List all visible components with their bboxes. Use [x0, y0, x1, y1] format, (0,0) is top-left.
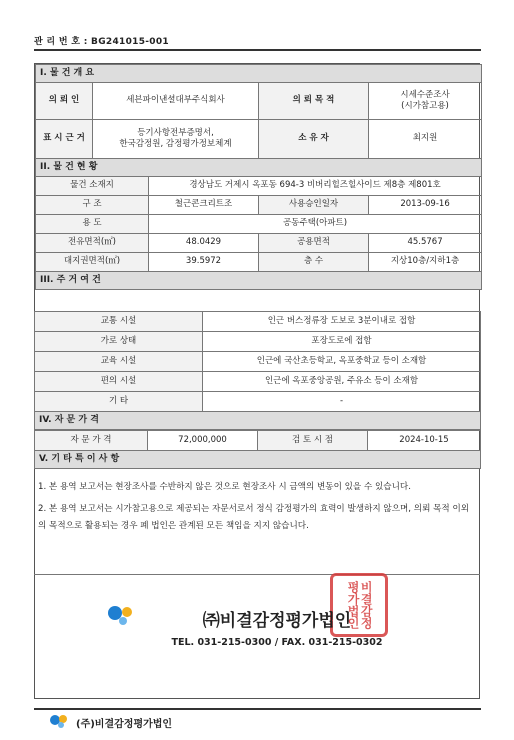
living-value: 포장도로에 접함	[203, 332, 481, 352]
review-date-label: 검 토 시 점	[258, 431, 368, 451]
footer-firm-name: (주)비결감정평가법인	[76, 719, 173, 730]
section-property-title: II. 물 건 현 황	[36, 159, 482, 177]
basis-value	[93, 120, 259, 159]
firm-name: ㈜비결감정평가법인	[202, 611, 352, 631]
price-table	[34, 430, 481, 469]
use-value: 공동주택(아파트)	[149, 215, 482, 234]
notes	[34, 469, 480, 534]
living-rows	[34, 311, 480, 540]
note-2: 2. 본 용역 보고서는 시가참고용으로 제공되는 자문서로서 정식 감정평가의 효력이 발생하지 않으며, 의뢰 목적 이외의 목적으로 활용되는 경우 폐 법인은 관계된 모든 책임을 지지 않습니다.	[38, 504, 470, 531]
basis-line-2: 한국감정원, 감정평가정보체계	[119, 139, 232, 149]
location-label: 물건 소재지	[36, 177, 149, 196]
floors-value: 지상10층/지하1층	[369, 253, 482, 272]
approval-label: 사용승인일자	[259, 196, 369, 215]
purpose-line-2: (시가참고용)	[401, 101, 449, 111]
structure-label: 구 조	[36, 196, 149, 215]
common-area-value: 45.5767	[369, 234, 482, 253]
firm-block	[0, 606, 514, 648]
notes-divider	[34, 574, 480, 575]
client-value: 세븐파이낸셜대부주식회사	[93, 83, 259, 120]
purpose-line-1: 시세수준조사	[400, 89, 450, 100]
owner-label: 소 유 자	[259, 120, 369, 159]
section-notes-title: V. 기 타 특 이 사 항	[35, 451, 481, 469]
section-living-title: III. 주 거 여 건	[36, 272, 482, 290]
basis-line-1: 등기사항전부증명서,	[137, 127, 214, 138]
management-number-value: BG241015-001	[91, 37, 169, 47]
purpose-label: 의 뢰 목 적	[259, 83, 369, 120]
living-label: 교육 시설	[35, 352, 203, 372]
footer-logo-icon	[48, 713, 70, 729]
living-value: 인근 버스정류장 도보로 3분이내로 접함	[203, 312, 481, 332]
approval-value: 2013-09-16	[369, 196, 482, 215]
use-label: 용 도	[36, 215, 149, 234]
living-value: 인근에 국산초등학교, 옥포중학교 등이 소재함	[203, 352, 481, 372]
report-table	[35, 64, 482, 290]
living-table	[34, 311, 481, 430]
land-area-label: 대지권면적(㎡)	[36, 253, 149, 272]
land-area-value: 39.5972	[149, 253, 259, 272]
footer-rule	[34, 708, 481, 710]
management-number	[34, 34, 169, 47]
owner-value: 최지원	[369, 120, 482, 159]
section-price-title: IV. 자 문 가 격	[35, 412, 481, 430]
living-label: 기 타	[35, 392, 203, 412]
living-value: -	[203, 392, 481, 412]
basis-label: 표 시 근 거	[36, 120, 93, 159]
common-area-label: 공용면적	[259, 234, 369, 253]
note-1: 1. 본 용역 보고서는 현장조사를 수반하지 않은 것으로 현장조사 시 금액의 변동이 있을 수 있습니다.	[38, 482, 411, 492]
price-value: 72,000,000	[148, 431, 258, 451]
review-date-value: 2024-10-15	[368, 431, 481, 451]
section-overview-title: I. 물 건 개 요	[36, 65, 482, 83]
price-label: 자 문 가 격	[35, 431, 148, 451]
living-value: 인근에 옥포중앙공원, 주유소 등이 소재함	[203, 372, 481, 392]
structure-value: 철근콘크리트조	[149, 196, 259, 215]
living-label: 교통 시설	[35, 312, 203, 332]
purpose-value	[369, 83, 482, 120]
location-value: 경상남도 거제시 옥포동 694-3 비버리힐즈힐사이드 제8층 제801호	[149, 177, 482, 196]
management-number-label: 관 리 번 호 :	[34, 37, 88, 47]
exclusive-area-value: 48.0429	[149, 234, 259, 253]
client-label: 의 뢰 인	[36, 83, 93, 120]
exclusive-area-label: 전유면적(㎡)	[36, 234, 149, 253]
seal-text: 비결감정평가법인	[346, 581, 374, 629]
top-rule	[34, 49, 481, 51]
living-label: 편의 시설	[35, 372, 203, 392]
living-label: 가로 상태	[35, 332, 203, 352]
firm-tel: TEL. 031-215-0300 / FAX. 031-215-0302	[171, 637, 383, 648]
floors-label: 층 수	[259, 253, 369, 272]
